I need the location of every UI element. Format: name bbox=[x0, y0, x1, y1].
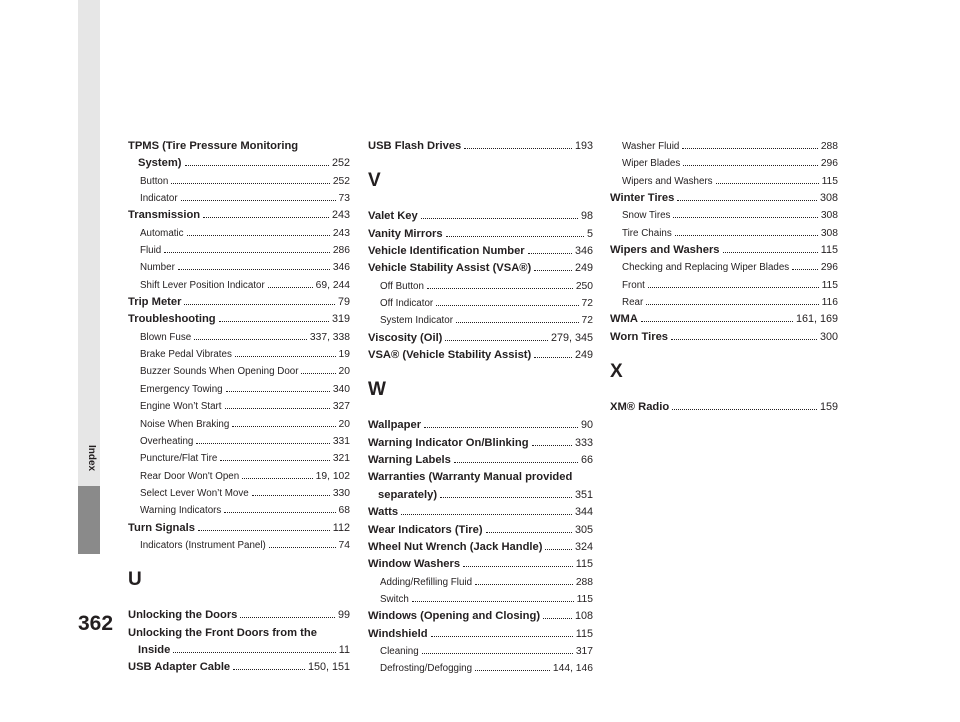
leader-dots bbox=[242, 469, 312, 479]
leader-dots bbox=[446, 227, 584, 237]
entry-label: Inside bbox=[138, 643, 171, 656]
index-entry bbox=[368, 539, 593, 556]
entry-label: Wear Indicators (Tire) bbox=[368, 523, 483, 536]
page-reference[interactable]: 346 bbox=[332, 262, 350, 274]
index-subentry bbox=[128, 363, 350, 380]
page-reference[interactable]: 331 bbox=[332, 435, 350, 447]
index-subentry bbox=[128, 242, 350, 259]
index-entry bbox=[368, 626, 593, 643]
leader-dots bbox=[184, 295, 335, 305]
leader-dots bbox=[240, 608, 335, 618]
entry-label: Tire Chains bbox=[622, 227, 672, 239]
page-reference[interactable]: 319 bbox=[331, 313, 350, 326]
page-reference[interactable]: 327 bbox=[332, 401, 350, 413]
leader-dots bbox=[301, 364, 335, 374]
index-subentry bbox=[128, 502, 350, 519]
entry-label: Washer Fluid bbox=[622, 141, 680, 152]
entry-label: Rear Door Won't Open bbox=[140, 470, 240, 482]
index-subentry bbox=[610, 207, 838, 224]
leader-dots bbox=[431, 627, 573, 637]
page-reference[interactable]: 108 bbox=[574, 610, 593, 623]
leader-dots bbox=[456, 313, 579, 323]
page-reference[interactable]: 288 bbox=[820, 141, 838, 152]
index-entry bbox=[368, 504, 593, 521]
leader-dots bbox=[252, 486, 330, 496]
page-reference[interactable]: 243 bbox=[332, 227, 350, 239]
index-entry bbox=[128, 207, 350, 224]
leader-dots bbox=[464, 139, 572, 149]
entry-label: System) bbox=[138, 157, 182, 170]
leader-dots bbox=[401, 505, 572, 515]
side-tab-label: Index bbox=[86, 445, 97, 472]
page-reference[interactable]: 250 bbox=[575, 280, 593, 292]
page-reference[interactable]: 115 bbox=[576, 593, 593, 605]
entry-label: Defrosting/Defogging bbox=[380, 663, 473, 675]
index-entry bbox=[610, 311, 838, 328]
page-reference[interactable]: 72 bbox=[581, 315, 593, 327]
leader-dots bbox=[641, 312, 793, 322]
page-reference[interactable]: 116 bbox=[821, 297, 838, 309]
index-subentry bbox=[128, 433, 350, 450]
page-reference[interactable]: 249 bbox=[574, 349, 593, 362]
leader-dots bbox=[463, 557, 573, 567]
entry-label: Warning Indicator On/Blinking bbox=[368, 436, 529, 449]
entry-label: Off Button bbox=[380, 280, 424, 292]
entry-label: Winter Tires bbox=[610, 192, 675, 205]
entry-label: Vehicle Identification Number bbox=[368, 245, 525, 258]
index-subentry bbox=[128, 259, 350, 276]
entry-label: Wipers and Washers bbox=[610, 244, 720, 257]
leader-dots bbox=[198, 521, 330, 531]
entry-label: Brake Pedal Vibrates bbox=[140, 349, 232, 361]
index-column-3 bbox=[610, 138, 838, 416]
leader-dots bbox=[716, 174, 819, 184]
page-reference[interactable]: 308 bbox=[820, 210, 838, 222]
index-subentry bbox=[128, 398, 350, 415]
leader-dots bbox=[543, 609, 572, 619]
entry-label: USB Adapter Cable bbox=[128, 661, 231, 674]
index-subentry bbox=[610, 294, 838, 311]
page-reference[interactable]: 243 bbox=[331, 209, 350, 222]
leader-dots bbox=[475, 661, 550, 671]
index-subentry bbox=[128, 329, 350, 346]
index-entry bbox=[368, 243, 593, 260]
leader-dots bbox=[185, 156, 329, 166]
index-entry bbox=[128, 520, 350, 537]
leader-dots bbox=[683, 156, 818, 166]
index-entry bbox=[368, 522, 593, 539]
entry-label: Unlocking the Doors bbox=[128, 609, 238, 622]
leader-dots bbox=[534, 261, 572, 271]
page-reference[interactable]: 19 bbox=[338, 349, 350, 361]
entry-label: Fluid bbox=[140, 245, 162, 257]
leader-dots bbox=[421, 209, 578, 219]
page-reference[interactable]: 321 bbox=[332, 453, 350, 465]
index-entry bbox=[368, 208, 593, 225]
entry-label: Viscosity (Oil) bbox=[368, 331, 443, 344]
index-entry bbox=[368, 347, 593, 364]
leader-dots bbox=[226, 382, 330, 392]
entry-label: Front bbox=[622, 279, 645, 291]
page-reference[interactable]: 20 bbox=[338, 366, 350, 378]
leader-dots bbox=[675, 226, 818, 236]
leader-dots bbox=[671, 330, 817, 340]
page-reference[interactable]: 252 bbox=[332, 175, 350, 187]
leader-dots bbox=[224, 503, 335, 513]
leader-dots bbox=[194, 330, 307, 340]
page-reference[interactable]: 346 bbox=[574, 245, 593, 258]
leader-dots bbox=[545, 540, 572, 550]
entry-label: Automatic bbox=[140, 227, 184, 239]
entry-label: Wipers and Washers bbox=[622, 175, 713, 187]
entry-label: Transmission bbox=[128, 209, 201, 222]
leader-dots bbox=[648, 278, 819, 288]
side-tab-marker bbox=[78, 486, 100, 554]
index-subentry bbox=[128, 485, 350, 502]
index-subentry bbox=[610, 173, 838, 190]
index-subentry bbox=[128, 450, 350, 467]
page-reference[interactable]: 144, 146 bbox=[552, 663, 593, 675]
entry-label: XM® Radio bbox=[610, 401, 670, 414]
index-entry bbox=[368, 138, 593, 155]
index-subentry bbox=[128, 537, 350, 554]
leader-dots bbox=[203, 208, 329, 218]
page-reference[interactable]: 11 bbox=[338, 643, 350, 656]
entry-label: Button bbox=[140, 175, 169, 187]
leader-dots bbox=[677, 191, 817, 201]
index-subentry bbox=[128, 416, 350, 433]
leader-dots bbox=[454, 453, 578, 463]
entry-label: separately) bbox=[378, 488, 438, 501]
page-reference[interactable]: 288 bbox=[575, 576, 593, 588]
page-reference[interactable]: 115 bbox=[821, 175, 838, 187]
section-letter: X bbox=[610, 361, 623, 383]
index-entry bbox=[368, 226, 593, 243]
index-entry-heading: TPMS (Tire Pressure Monitoring bbox=[128, 140, 299, 152]
index-column-1 bbox=[128, 138, 350, 677]
index-subentry bbox=[128, 277, 350, 294]
leader-dots bbox=[268, 278, 313, 288]
index-subentry bbox=[610, 277, 838, 294]
leader-dots bbox=[445, 331, 548, 341]
index-entry-heading: Unlocking the Front Doors from the bbox=[128, 626, 317, 639]
index-subentry bbox=[610, 259, 838, 276]
entry-label: Noise When Braking bbox=[140, 418, 230, 430]
leader-dots bbox=[427, 279, 573, 289]
page-reference[interactable]: 296 bbox=[820, 262, 838, 274]
index-subentry bbox=[128, 173, 350, 190]
index-entry bbox=[610, 190, 838, 207]
page-reference[interactable]: 69, 244 bbox=[315, 279, 350, 291]
page-reference[interactable]: 19, 102 bbox=[315, 470, 350, 482]
page-reference[interactable]: 344 bbox=[574, 506, 593, 519]
index-entry bbox=[368, 435, 593, 452]
leader-dots bbox=[225, 399, 330, 409]
entry-label: Cleaning bbox=[380, 645, 419, 657]
page-reference[interactable]: 74 bbox=[338, 539, 350, 551]
index-entry bbox=[128, 607, 350, 624]
page-reference[interactable]: 150, 151 bbox=[307, 661, 350, 674]
entry-label: Valet Key bbox=[368, 210, 418, 223]
leader-dots bbox=[673, 208, 817, 218]
entry-label: Adding/Refilling Fluid bbox=[380, 576, 473, 588]
entry-label: Select Lever Won’t Move bbox=[140, 487, 249, 499]
entry-label: Switch bbox=[380, 593, 409, 605]
index-entry bbox=[128, 311, 350, 328]
index-subentry bbox=[368, 574, 593, 591]
page-reference[interactable]: 305 bbox=[574, 523, 593, 536]
entry-label: Windows (Opening and Closing) bbox=[368, 610, 541, 623]
index-subentry bbox=[128, 225, 350, 242]
entry-label: Vehicle Stability Assist (VSA®) bbox=[368, 262, 532, 275]
leader-dots bbox=[235, 347, 336, 357]
entry-label: Rear bbox=[622, 297, 644, 309]
page-reference[interactable]: 252 bbox=[331, 157, 350, 170]
index-entry bbox=[368, 487, 593, 504]
leader-dots bbox=[646, 295, 818, 305]
entry-label: Off Indicator bbox=[380, 298, 434, 310]
entry-label: Puncture/Flat Tire bbox=[140, 453, 218, 465]
index-subentry bbox=[368, 660, 593, 677]
entry-label: Turn Signals bbox=[128, 521, 195, 534]
entry-label: Buzzer Sounds When Opening Door bbox=[140, 366, 299, 378]
index-subentry bbox=[610, 155, 838, 172]
page-reference[interactable]: 249 bbox=[574, 262, 593, 275]
index-entry bbox=[128, 294, 350, 311]
page-reference[interactable]: 112 bbox=[332, 521, 350, 534]
index-subentry bbox=[368, 591, 593, 608]
leader-dots bbox=[436, 296, 578, 306]
page-reference[interactable]: 115 bbox=[820, 244, 838, 257]
page-reference[interactable]: 308 bbox=[819, 192, 838, 205]
index-side-tab bbox=[78, 0, 100, 486]
leader-dots bbox=[173, 643, 335, 653]
page-reference[interactable]: 99 bbox=[337, 609, 350, 622]
leader-dots bbox=[233, 660, 305, 670]
section-letter: W bbox=[368, 379, 386, 401]
index-entry bbox=[368, 417, 593, 434]
entry-label: Wiper Blades bbox=[622, 158, 681, 170]
page-reference[interactable]: 340 bbox=[332, 383, 350, 395]
entry-label: Snow Tires bbox=[622, 210, 671, 222]
page-reference[interactable]: 351 bbox=[574, 488, 593, 501]
page-reference[interactable]: 90 bbox=[580, 419, 593, 432]
page-reference[interactable]: 337, 338 bbox=[309, 331, 350, 343]
page-number: 362 bbox=[78, 612, 114, 635]
leader-dots bbox=[723, 243, 818, 253]
entry-label: Vanity Mirrors bbox=[368, 227, 443, 240]
index-subentry bbox=[128, 381, 350, 398]
entry-label: Blown Fuse bbox=[140, 331, 192, 343]
leader-dots bbox=[178, 260, 330, 270]
leader-dots bbox=[196, 434, 329, 444]
entry-label: VSA® (Vehicle Stability Assist) bbox=[368, 349, 532, 362]
leader-dots bbox=[220, 451, 329, 461]
index-subentry bbox=[128, 190, 350, 207]
index-subentry bbox=[368, 278, 593, 295]
index-subentry bbox=[368, 643, 593, 660]
index-entry bbox=[368, 452, 593, 469]
entry-label: Emergency Towing bbox=[140, 383, 223, 395]
leader-dots bbox=[181, 191, 336, 201]
index-subentry bbox=[128, 468, 350, 485]
index-entry-heading: Warranties (Warranty Manual provided bbox=[368, 471, 573, 484]
leader-dots bbox=[232, 417, 335, 427]
index-entry bbox=[128, 642, 350, 659]
leader-dots bbox=[187, 226, 330, 236]
leader-dots bbox=[534, 348, 572, 358]
index-subentry bbox=[610, 138, 838, 155]
index-subentry bbox=[610, 225, 838, 242]
entry-label: Window Washers bbox=[368, 558, 461, 571]
entry-label: Engine Won’t Start bbox=[140, 401, 222, 413]
leader-dots bbox=[486, 523, 572, 533]
page-reference[interactable]: 330 bbox=[332, 487, 350, 499]
entry-label: Worn Tires bbox=[610, 330, 669, 343]
leader-dots bbox=[682, 139, 817, 149]
page-reference[interactable]: 279, 345 bbox=[550, 331, 593, 344]
index-entry bbox=[128, 659, 350, 676]
page-reference[interactable]: 333 bbox=[574, 436, 593, 449]
index-subentry bbox=[368, 295, 593, 312]
page-reference[interactable]: 193 bbox=[574, 140, 593, 152]
section-letter: V bbox=[368, 170, 381, 192]
entry-label: Watts bbox=[368, 506, 399, 519]
page-reference[interactable]: 115 bbox=[575, 558, 593, 571]
leader-dots bbox=[412, 592, 574, 602]
leader-dots bbox=[269, 538, 336, 548]
leader-dots bbox=[440, 488, 572, 498]
entry-label: Warning Labels bbox=[368, 454, 451, 467]
index-entry bbox=[128, 155, 350, 172]
index-entry bbox=[368, 260, 593, 277]
page-reference[interactable]: 115 bbox=[575, 627, 593, 640]
entry-label: Troubleshooting bbox=[128, 313, 216, 326]
page-reference[interactable]: 300 bbox=[819, 330, 838, 343]
entry-label: Indicator bbox=[140, 193, 178, 205]
page-reference[interactable]: 286 bbox=[332, 245, 350, 257]
entry-label: Number bbox=[140, 262, 175, 274]
entry-label: Wheel Nut Wrench (Jack Handle) bbox=[368, 540, 543, 553]
page-reference[interactable]: 79 bbox=[337, 296, 350, 309]
entry-label: Warning Indicators bbox=[140, 505, 222, 517]
leader-dots bbox=[528, 244, 572, 254]
leader-dots bbox=[672, 400, 817, 410]
entry-label: WMA bbox=[610, 313, 638, 326]
index-entry bbox=[610, 399, 838, 416]
leader-dots bbox=[424, 418, 578, 428]
entry-label: USB Flash Drives bbox=[368, 140, 462, 152]
page-reference[interactable]: 66 bbox=[580, 454, 593, 467]
page-reference[interactable]: 5 bbox=[586, 227, 593, 240]
index-entry bbox=[610, 242, 838, 259]
index-entry bbox=[368, 608, 593, 625]
page-reference[interactable]: 98 bbox=[580, 210, 593, 223]
index-entry bbox=[368, 330, 593, 347]
page-reference[interactable]: 20 bbox=[338, 418, 350, 430]
leader-dots bbox=[164, 243, 330, 253]
page-reference[interactable]: 159 bbox=[819, 401, 838, 414]
page-reference[interactable]: 317 bbox=[575, 645, 593, 657]
leader-dots bbox=[219, 312, 329, 322]
page-reference[interactable]: 72 bbox=[581, 298, 593, 310]
page-reference[interactable]: 115 bbox=[821, 279, 838, 291]
entry-label: Wallpaper bbox=[368, 419, 422, 432]
page-reference[interactable]: 308 bbox=[820, 227, 838, 239]
leader-dots bbox=[475, 575, 573, 585]
leader-dots bbox=[532, 436, 572, 446]
index-entry bbox=[610, 329, 838, 346]
leader-dots bbox=[171, 174, 329, 184]
section-letter: U bbox=[128, 569, 142, 591]
page-reference[interactable]: 73 bbox=[338, 193, 350, 205]
entry-label: Overheating bbox=[140, 435, 194, 447]
index-subentry bbox=[128, 346, 350, 363]
page-reference[interactable]: 296 bbox=[820, 158, 838, 170]
index-entry bbox=[368, 556, 593, 573]
page-reference[interactable]: 161, 169 bbox=[795, 313, 838, 326]
entry-label: Trip Meter bbox=[128, 296, 182, 309]
entry-label: Windshield bbox=[368, 627, 428, 640]
leader-dots bbox=[792, 260, 818, 270]
index-column-2 bbox=[368, 138, 593, 678]
page-reference[interactable]: 324 bbox=[574, 540, 593, 553]
entry-label: Checking and Replacing Wiper Blades bbox=[622, 262, 790, 274]
page-reference[interactable]: 68 bbox=[338, 505, 350, 517]
entry-label: Shift Lever Position Indicator bbox=[140, 279, 265, 291]
leader-dots bbox=[422, 644, 573, 654]
entry-label: System Indicator bbox=[380, 315, 453, 327]
index-subentry bbox=[368, 312, 593, 329]
entry-label: Indicators (Instrument Panel) bbox=[140, 539, 266, 551]
